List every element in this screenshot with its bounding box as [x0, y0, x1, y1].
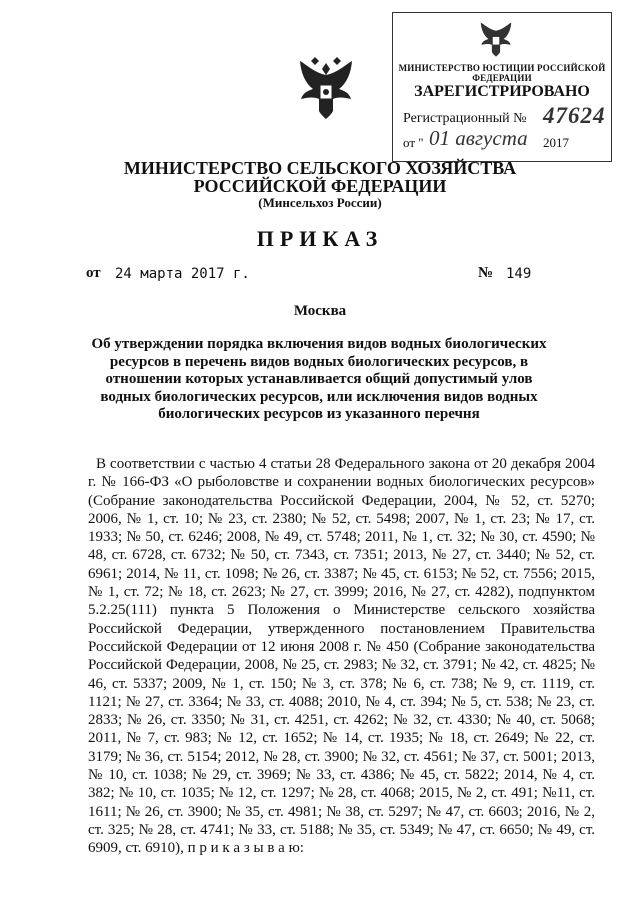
ministry-short-name: (Минсельхоз России) — [258, 195, 382, 210]
stamp-year: 2017 — [543, 135, 569, 150]
stamp-number-label: Регистрационный № — [403, 111, 527, 126]
stamp-handwritten-date: 01 августа — [429, 126, 528, 150]
coat-of-arms-emblem — [297, 55, 355, 123]
order-title: Об утверждении порядка включения видов водных биологических ресурсов в перечень видов водных биологических ресурсов, в отношении которых устанавливается общий допустимый улов водных биологических ресурсов, или исключения видов водных биологических ресурсов из указанного перечня — [91, 336, 547, 422]
number-prefix: № — [478, 265, 494, 281]
stamp-date-label: от " — [403, 135, 424, 150]
order-body-paragraph: В соответствии с частью 4 статьи 28 Федерального закона от 20 декабря 2004 г. № 166-ФЗ «О рыболовстве и сохранении водных биологических ресурсов» (Собрание законодательства Российской Федерации, 2004, № 52, ст. 5270; 2006, № 1, ст. 10; № 23, ст. 2380; № 52, ст. 5498; 2007, № 1, ст. 23; № 17, ст. 1933; № 50, ст. 6246; 2008, № 49, ст. 5748; 2011, № 1, ст. 32; № 30, ст. 4590; № 48, ст. 6728, ст. 6732; № 50, ст. 7343, ст. 7351; 2013, № 27, ст. 3440; № 52, ст. 6961; 2014, № 11, ст. 1098; № 26, ст. 3387; № 45, ст. 6153; № 52, ст. 7556; 2015, № 1, ст. 72; № 18, ст. 2623; № 27, ст. 3999; 2016, № 27, ст. 4282), подпунктом 5.2.25(111) пункта 5 Положения о Министерстве сельского хозяйства Российской Федерации, утвержденного постановлением Правительства Российской Федерации от 12 июня 2008 г. № 450 (Собрание законодательства Российской Федерации, 2008, № 25, ст. 2983; № 32, ст. 3791; № 42, ст. 4825; № 46, ст. 5337; 2009, № 1, ст. 150; № 3, ст. 378; № 6, ст. 738; № 9, ст. 1119, ст. 1121; № 27, ст. 3364; № 33, ст. 4088; 2010, № 4, ст. 394; № 5, ст. 538; № 23, ст. 2833; № 26, ст. 3350; № 31, ст. 4251, ст. 4262; № 32, ст. 4330; № 40, ст. 5068; 2011, № 7, ст. 983; № 12, ст. 1652; № 14, ст. 1935; № 18, ст. 2649; № 22, ст. 3179; № 36, ст. 5154; 2012, № 28, ст. 3900; № 32, ст. 4561; № 37, ст. 5001; 2013, № 10, ст. 1038; № 29, ст. 3969; № 33, ст. 4386; № 45, ст. 5822; 2014, № 4, ст. 382; № 10, ст. 1035; № 12, ст. 1297; № 28, ст. 4068; 2015, № 2, ст. 491; №11, ст. 1611; № 26, ст. 3900; № 35, ст. 4981; № 38, ст. 5297; № 47, ст. 6603; 2016, № 2, ст. 325; № 28, ст. 4741; № 33, ст. 5188; № 35, ст. 5349; № 47, ст. 6650; № 49, ст. 6909, ст. 6910), п р и к а з ы в а ю: — [88, 456, 595, 857]
order-date: 24 марта 2017 г. — [115, 266, 250, 282]
ministry-name-line1: МИНИСТЕРСТВО СЕЛЬСКОГО ХОЗЯЙСТВА — [123, 158, 517, 178]
stamp-registration-number: 47624 — [543, 103, 606, 128]
registration-stamp — [392, 12, 612, 162]
stamp-emblem-icon — [476, 19, 516, 59]
document-type-title: ПРИКАЗ — [256, 226, 384, 251]
stamp-title: ЗАРЕГИСТРИРОВАНО — [414, 83, 590, 100]
city: Москва — [293, 303, 347, 319]
date-prefix: от — [86, 265, 101, 281]
ministry-name-line2: РОССИЙСКОЙ ФЕДЕРАЦИИ — [193, 176, 447, 196]
stamp-ministry-name: МИНИСТЕРСТВО ЮСТИЦИИ РОССИЙСКОЙ ФЕДЕРАЦИИ — [398, 63, 606, 83]
order-number: 149 — [506, 266, 532, 282]
